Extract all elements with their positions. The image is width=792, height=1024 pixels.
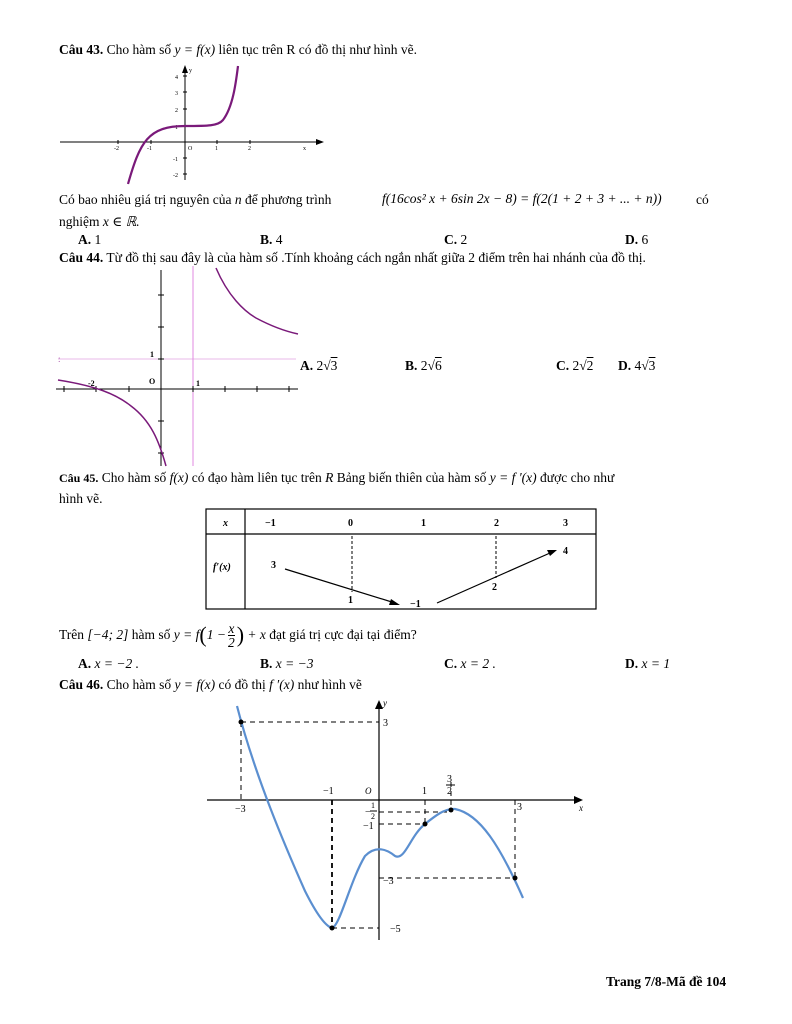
q44-graph	[56, 266, 302, 468]
q43-option-c[interactable]: C. 2	[444, 232, 468, 247]
svg-text:-2: -2	[173, 173, 178, 179]
svg-text:1: 1	[422, 786, 427, 797]
q45-option-a[interactable]: A. x = −2 .	[78, 656, 139, 671]
q43-curve	[128, 66, 238, 184]
q43-body-2: nghiệm x ∈ ℝ.	[59, 214, 140, 229]
q45-question: Trên [−4; 2] hàm số y = f(1 − $\frac{x}{2}$ ) + x đạt giá trị cực đại tại điểm?	[59, 621, 417, 651]
svg-text:O: O	[149, 377, 156, 386]
q43-option-b[interactable]: B. 4	[260, 232, 283, 247]
svg-text:-2: -2	[114, 146, 119, 152]
q46-graph	[205, 696, 595, 942]
q44-option-b[interactable]: B. 2√6	[405, 358, 442, 373]
svg-text:−1: −1	[323, 786, 334, 797]
q44-option-c[interactable]: C. 2√2	[556, 358, 594, 373]
q45-stem-2: hình vẽ.	[59, 491, 103, 506]
svg-text:2: 2	[447, 786, 452, 797]
svg-text:O: O	[188, 146, 193, 152]
svg-text:1: 1	[175, 125, 178, 131]
svg-text:−5: −5	[390, 924, 401, 935]
q45-label: Câu 45.	[59, 471, 99, 485]
svg-text:3: 3	[383, 718, 388, 729]
svg-text:-1: -1	[173, 157, 178, 163]
q43-option-a[interactable]: A. 1	[78, 232, 102, 247]
q45-variation-table	[205, 508, 598, 611]
q44-option-a[interactable]: A. 2√3	[300, 358, 338, 373]
svg-text:1: 1	[348, 595, 353, 606]
q43-body-end: có	[696, 192, 709, 207]
q46-stem: Câu 46. Cho hàm số y = f(x) có đồ thị f ′(x) như hình vẽ	[59, 677, 362, 692]
svg-text:1: 1	[421, 518, 426, 529]
q45-option-d[interactable]: D. x = 1	[625, 656, 671, 671]
q43-stem: Câu 43. Cho hàm số y = f(x) liên tục trên R có đồ thị như hình vẽ.	[59, 42, 418, 57]
svg-text:2: 2	[175, 108, 178, 114]
page-footer: Trang 7/8-Mã đề 104	[606, 974, 727, 989]
q43-option-d[interactable]: D. 6	[625, 232, 649, 247]
svg-text:−3: −3	[235, 804, 246, 815]
svg-text:−1: −1	[265, 518, 276, 529]
svg-text:3: 3	[271, 560, 276, 571]
svg-text:f′(x): f′(x)	[213, 562, 231, 573]
svg-text:1: 1	[371, 801, 375, 810]
svg-text:y: y	[383, 698, 387, 708]
q45-option-b[interactable]: B. x = −3	[260, 656, 314, 671]
q45-stem: Câu 45. Cho hàm số f(x) có đạo hàm liên tục trên R Bảng biến thiên của hàm số y = f '(x) được cho như	[59, 470, 615, 485]
q46-label: Câu 46.	[59, 677, 104, 692]
q43-body: Có bao nhiêu giá trị nguyên của n để phương trình	[59, 192, 332, 207]
svg-text:3: 3	[517, 802, 522, 813]
q44-branch-right	[216, 268, 298, 334]
q43-label: Câu 43.	[59, 42, 104, 57]
q45-option-c[interactable]: C. x = 2 .	[444, 656, 496, 671]
q46-curve	[237, 706, 523, 928]
q44-branch-left	[58, 380, 166, 466]
svg-text:2: 2	[492, 582, 497, 593]
svg-text:x: x	[579, 803, 583, 813]
svg-text:−1: −1	[410, 599, 421, 610]
q43-equation: f(16cos² x + 6sin 2x − 8) = f(2(1 + 2 + 3 + ... + n))	[382, 191, 662, 206]
svg-text:−3: −3	[383, 876, 394, 887]
q44-stem: Câu 44. Từ đồ thị sau đây là của hàm số .Tính khoảng cách ngắn nhất giữa 2 điểm trên hai nhánh của đồ thị.	[59, 250, 646, 265]
svg-text:x: x	[303, 146, 306, 152]
q44-option-d[interactable]: D. 4√3	[618, 358, 656, 373]
svg-text:y: y	[189, 68, 192, 74]
svg-text:4: 4	[563, 546, 568, 557]
svg-text:2: 2	[371, 812, 375, 821]
svg-text:1: 1	[150, 350, 154, 359]
svg-text:1: 1	[215, 146, 218, 152]
svg-text:-2: -2	[88, 379, 95, 388]
svg-text::: :	[58, 354, 61, 364]
svg-text:3: 3	[175, 91, 178, 97]
svg-text:0: 0	[348, 518, 353, 529]
svg-text:2: 2	[248, 146, 251, 152]
svg-text:1: 1	[196, 379, 200, 388]
svg-text:x: x	[223, 518, 228, 529]
q44-label: Câu 44.	[59, 250, 104, 265]
q43-graph	[58, 62, 333, 186]
svg-text:2: 2	[494, 518, 499, 529]
svg-text:−: −	[365, 807, 371, 818]
svg-text:−1: −1	[363, 821, 374, 832]
svg-text:4: 4	[175, 75, 178, 81]
svg-text:3: 3	[447, 774, 452, 785]
svg-text:-1: -1	[147, 146, 152, 152]
svg-text:O: O	[365, 786, 372, 796]
svg-text:3: 3	[563, 518, 568, 529]
